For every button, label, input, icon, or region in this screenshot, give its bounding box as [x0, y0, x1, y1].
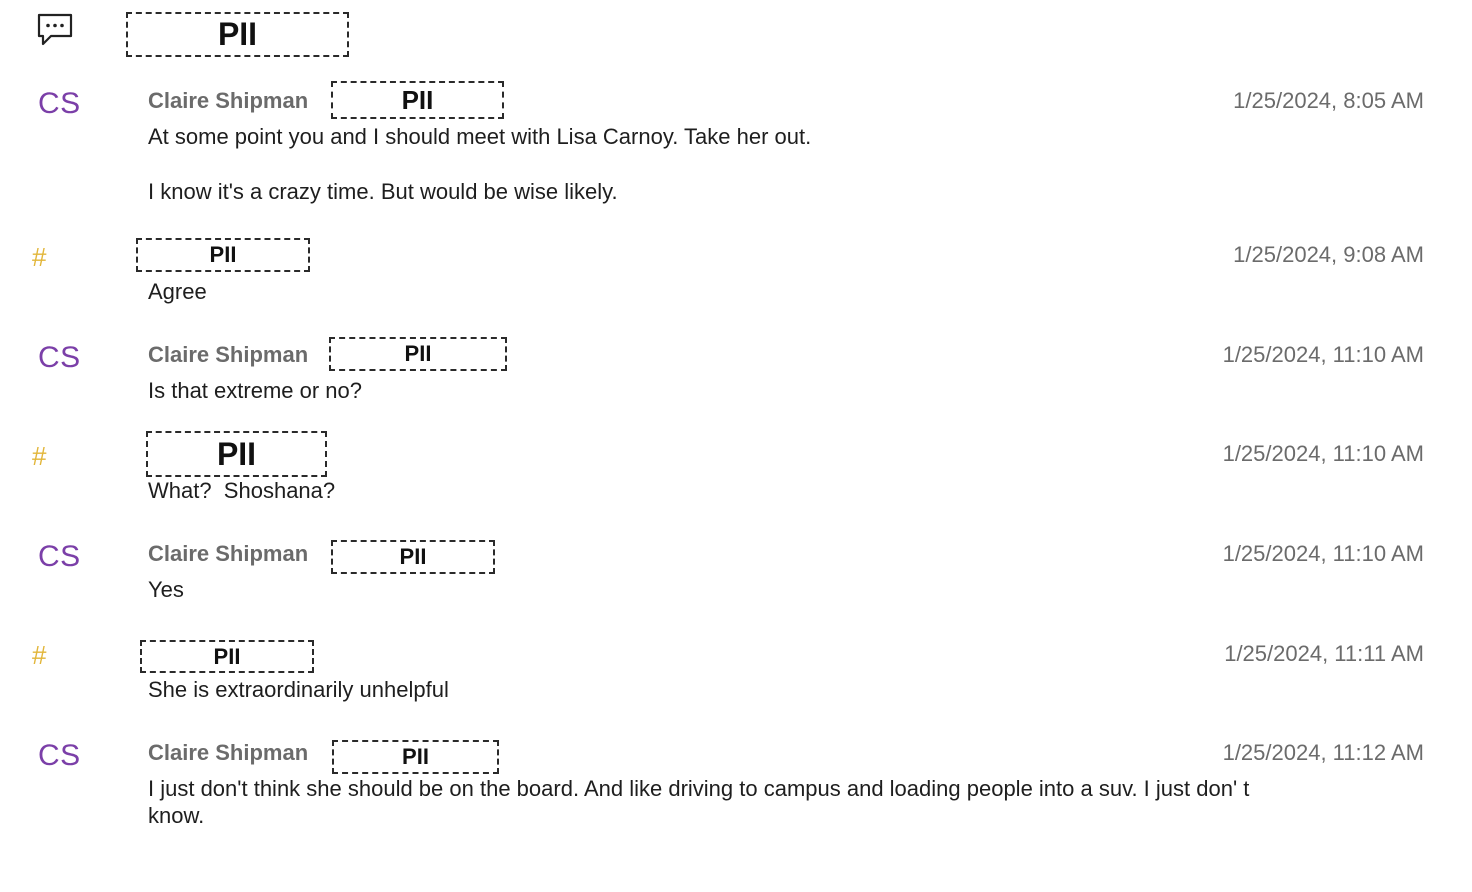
sender-name: Claire Shipman: [148, 88, 309, 113]
sender-name: Claire Shipman: [148, 342, 309, 367]
avatar: #: [32, 242, 47, 272]
chat-bubble-icon: [36, 12, 74, 48]
message-text: Yes: [148, 577, 184, 602]
message-text: She is extraordinarily unhelpful: [148, 677, 449, 702]
avatar: #: [32, 441, 47, 471]
pii-redaction: PII: [332, 740, 499, 774]
timestamp: 1/25/2024, 11:10 AM: [1222, 541, 1424, 566]
pii-redaction: PII: [136, 238, 310, 272]
message-text: know.: [148, 803, 205, 828]
pii-redaction: PII: [331, 540, 495, 574]
pii-redaction: PII: [140, 640, 314, 673]
message-text: What? Shoshana?: [148, 478, 336, 503]
timestamp: 1/25/2024, 11:11 AM: [1224, 641, 1424, 666]
pii-redaction: PII: [146, 431, 327, 477]
timestamp: 1/25/2024, 9:08 AM: [1233, 242, 1424, 267]
timestamp: 1/25/2024, 8:05 AM: [1233, 88, 1424, 113]
avatar: CS: [38, 540, 81, 573]
pii-redaction: PII: [329, 337, 507, 371]
timestamp: 1/25/2024, 11:12 AM: [1222, 740, 1424, 765]
avatar: CS: [38, 341, 81, 374]
avatar: CS: [38, 87, 81, 120]
header-pii-redaction: PII: [126, 12, 349, 57]
pii-redaction: PII: [331, 81, 504, 119]
message-text: I know it's a crazy time. But would be wise likely.: [148, 179, 618, 204]
avatar: CS: [38, 739, 81, 772]
message-text: At some point you and I should meet with Lisa Carnoy. Take her out.: [148, 124, 812, 149]
timestamp: 1/25/2024, 11:10 AM: [1222, 441, 1424, 466]
sender-name: Claire Shipman: [148, 541, 309, 566]
sender-name: Claire Shipman: [148, 740, 309, 765]
message-text: Agree: [148, 279, 207, 304]
avatar: #: [32, 640, 47, 670]
message-text: I just don't think she should be on the board. And like driving to campus and loading people into a suv. I just don' t: [148, 776, 1250, 801]
message-text: Is that extreme or no?: [148, 378, 362, 403]
timestamp: 1/25/2024, 11:10 AM: [1222, 342, 1424, 367]
